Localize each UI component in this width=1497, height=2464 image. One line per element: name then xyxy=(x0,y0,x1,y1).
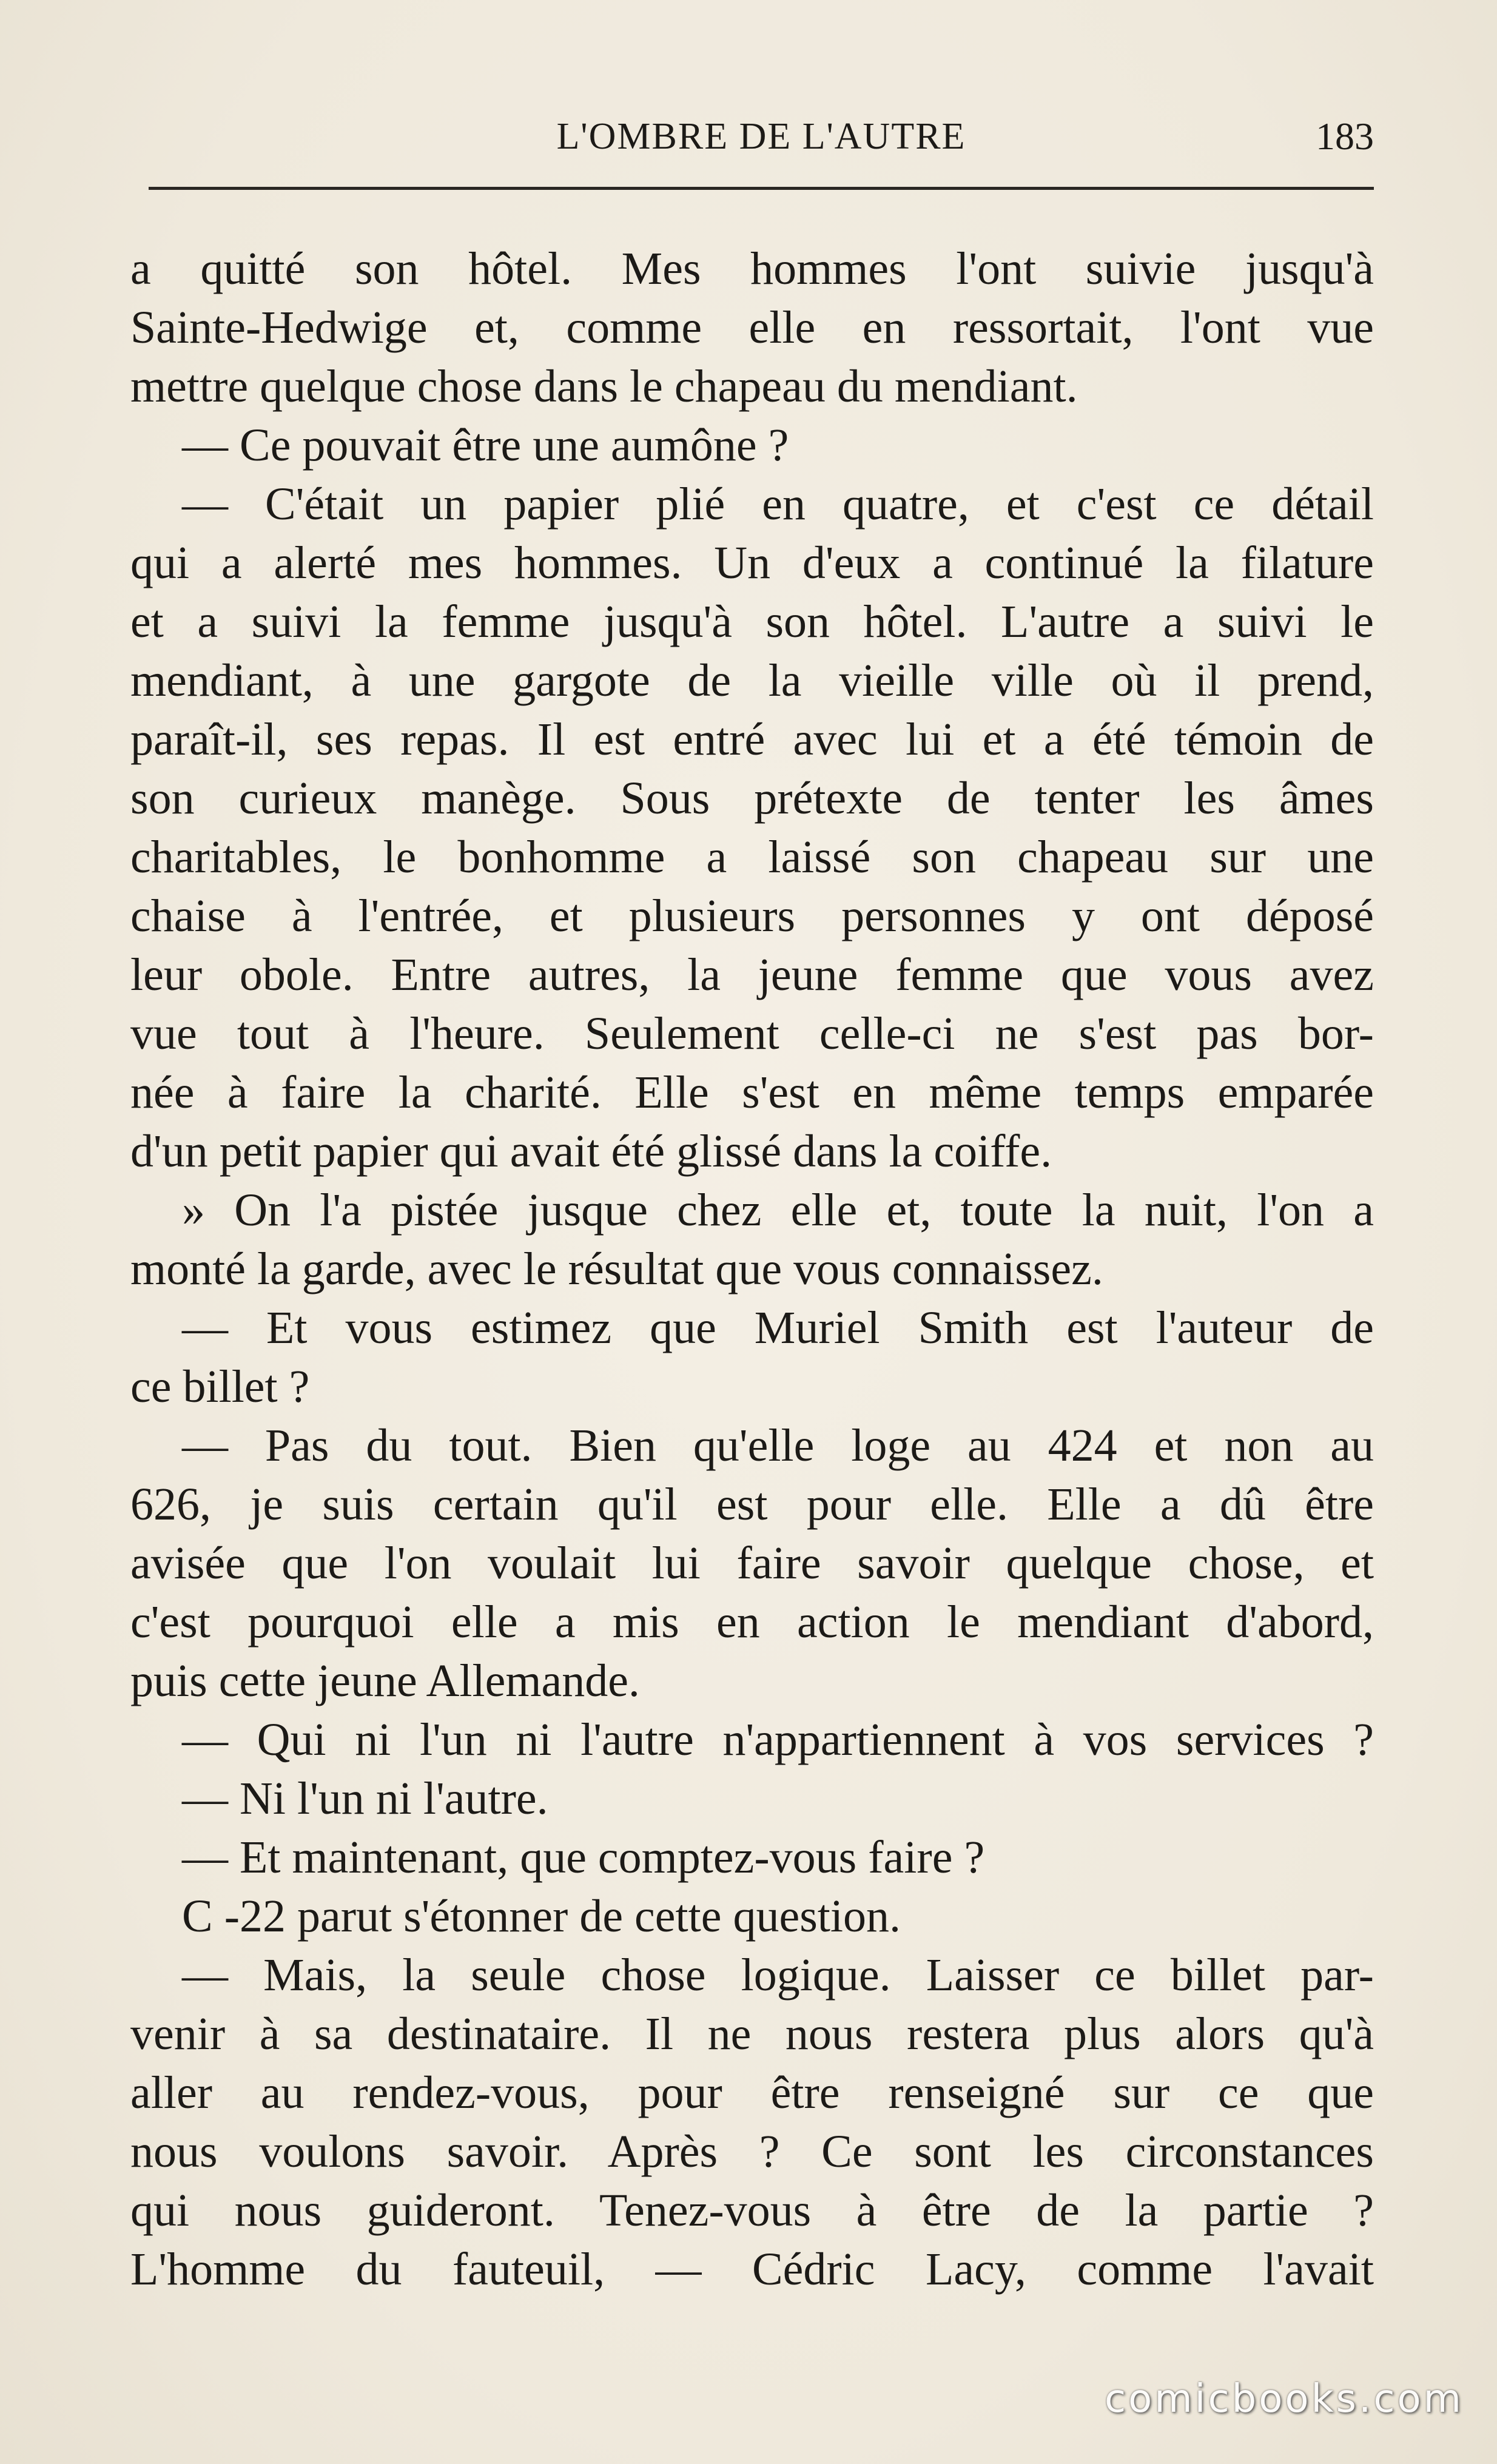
text-line: nous voulons savoir. Après ? Ce sont les circonstances xyxy=(130,2126,1374,2177)
text-line: 626, je suis certain qu'il est pour elle. Elle a dû être xyxy=(130,1479,1374,1530)
text-line: c'est pourquoi elle a mis en action le mendiant d'abord, xyxy=(130,1597,1374,1648)
text-line: — Qui ni l'un ni l'autre n'appartiennent à vos services ? xyxy=(182,1714,1374,1765)
text-line: qui a alerté mes hommes. Un d'eux a continué la filature xyxy=(130,537,1374,588)
watermark: comicbooks.com xyxy=(1104,2377,1464,2422)
text-line: venir à sa destinataire. Il ne nous restera plus alors qu'à xyxy=(130,2008,1374,2059)
text-line: » On l'a pistée jusque chez elle et, toute la nuit, l'on a xyxy=(182,1185,1374,1236)
running-title: L'OMBRE DE L'AUTRE xyxy=(556,116,966,157)
text-line: — Ce pouvait être une aumône ? xyxy=(182,420,789,471)
text-line: charitables, le bonhomme a laissé son chapeau sur une xyxy=(130,832,1374,883)
text-line: puis cette jeune Allemande. xyxy=(130,1655,640,1706)
text-line: Sainte-Hedwige et, comme elle en ressortait, l'ont vue xyxy=(130,302,1374,353)
text-line: paraît-il, ses repas. Il est entré avec lui et a été témoin de xyxy=(130,714,1374,765)
text-line: qui nous guideront. Tenez-vous à être de la partie ? xyxy=(130,2185,1374,2236)
text-line: mettre quelque chose dans le chapeau du mendiant. xyxy=(130,361,1078,412)
body-text xyxy=(130,240,1374,2299)
text-line: chaise à l'entrée, et plusieurs personnes y ont déposé xyxy=(130,890,1374,941)
text-line: — Mais, la seule chose logique. Laisser ce billet par- xyxy=(182,1950,1374,2001)
text-line: aller au rendez-vous, pour être renseigné sur ce que xyxy=(130,2067,1374,2118)
text-line: d'un petit papier qui avait été glissé dans la coiffe. xyxy=(130,1126,1052,1177)
page-number: 183 xyxy=(1316,115,1374,158)
text-line: et a suivi la femme jusqu'à son hôtel. L'autre a suivi le xyxy=(130,596,1374,647)
text-line: a quitté son hôtel. Mes hommes l'ont suivie jusqu'à xyxy=(130,243,1374,294)
text-line: — Ni l'un ni l'autre. xyxy=(182,1773,548,1824)
text-line: mendiant, à une gargote de la vieille ville où il prend, xyxy=(130,655,1374,706)
text-line: — Et vous estimez que Muriel Smith est l'auteur de xyxy=(182,1302,1374,1353)
text-line: — Pas du tout. Bien qu'elle loge au 424 et non au xyxy=(182,1420,1374,1471)
text-line: avisée que l'on voulait lui faire savoir quelque chose, et xyxy=(130,1538,1374,1589)
text-line: née à faire la charité. Elle s'est en même temps emparée xyxy=(130,1067,1374,1118)
text-line: — Et maintenant, que comptez-vous faire ? xyxy=(182,1832,985,1883)
text-line: ce billet ? xyxy=(130,1361,310,1412)
running-head xyxy=(149,109,1374,164)
text-line: L'homme du fauteuil, — Cédric Lacy, comme l'avait xyxy=(130,2244,1374,2295)
text-line: vue tout à l'heure. Seulement celle-ci ne s'est pas bor- xyxy=(130,1008,1374,1059)
text-line: monté la garde, avec le résultat que vous connaissez. xyxy=(130,1244,1103,1294)
header-rule xyxy=(149,187,1374,190)
text-line: son curieux manège. Sous prétexte de tenter les âmes xyxy=(130,773,1374,824)
text-line: — C'était un papier plié en quatre, et c'est ce détail xyxy=(182,479,1374,530)
text-line: C -22 parut s'étonner de cette question. xyxy=(182,1891,901,1942)
text-line: leur obole. Entre autres, la jeune femme que vous avez xyxy=(130,949,1374,1000)
